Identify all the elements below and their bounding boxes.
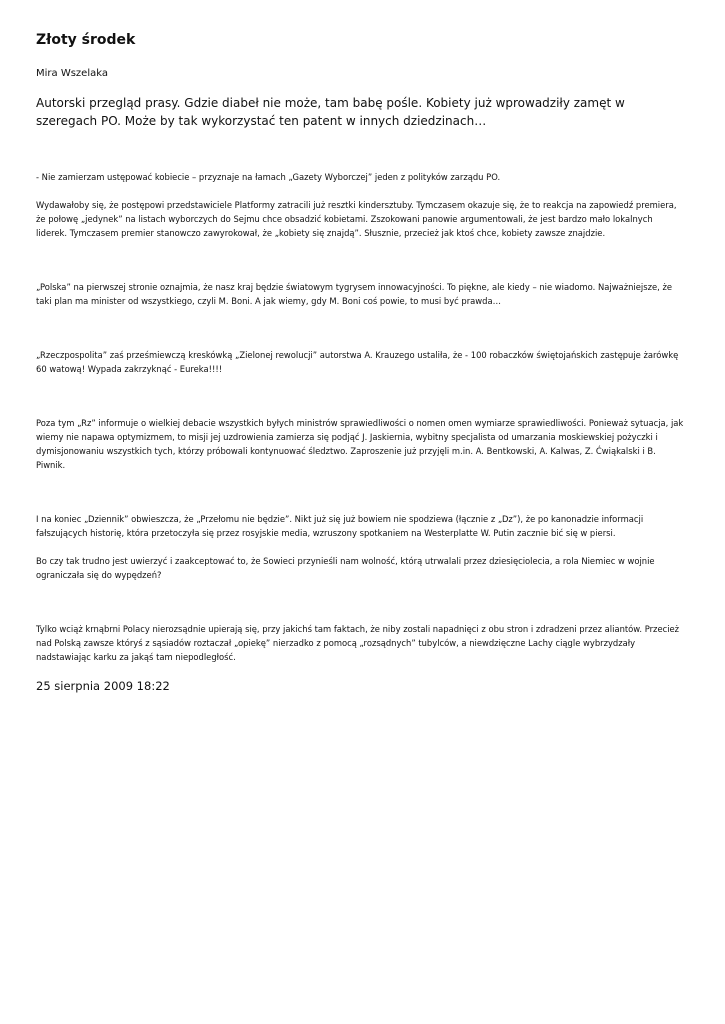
article-paragraph: Poza tym „Rz” informuje o wielkiej debacie wszystkich byłych ministrów sprawiedliwości o nomen omen wymiarze sprawiedliwości. Ponieważ sytuacja, jak wiemy nie napawa optymizmem, to misji jej uzdrowienia zamierza się podjąć J. Jaskiernia, wybitny specjalista od umarzania moskiewskiej pożyczki i dymisjonowaniu wszystkich tych, którzy próbowali kontynuować śledztwo. Zaproszenie już przyjęli m.in. A. Bentkowski, A. Kalwas, Z. Ćwiąkalski i B. Piwnik.	[36, 418, 684, 470]
article-paragraph: I na koniec „Dziennik” obwieszcza, że „Przełomu nie będzie”. Nikt już się już bowiem nie spodziewa (łącznie z „Dz”), że po kanonadzie informacji fałszujących historię, która przetoczyła się przez rosyjskie media, wzruszony spotkaniem na Westerplatte W. Putin zacznie bić się w piersi.	[36, 514, 644, 538]
article-paragraph: „Polska” na pierwszej stronie oznajmia, że nasz kraj będzie światowym tygrysem innowacyjności. To piękne, ale kiedy – nie wiadomo. Najważniejsze, że taki plan ma minister od wszystkiego, czyli M. Boni. A jak wiemy, gdy M. Boni coś powie, to musi być prawda…	[36, 282, 672, 306]
article-paragraph: Wydawałoby się, że postępowi przedstawiciele Platformy zatracili już resztki kindersztuby. Tymczasem okazuje się, że to reakcja na zapowiedź premiera, że połowę „jedynek” na listach wyborczych do Sejmu chce obsadzić kobietami. Zszokowani panowie argumentowali, że jest bardzo mało lokalnych liderek. Tymczasem premier stanowczo zawyrokował, że „kobiety się znajdą”. Słusznie, przecież jak ktoś chce, kobiety zawsze znajdzie.	[36, 200, 677, 238]
article-title: Złoty środek	[36, 32, 136, 48]
article-author: Mira Wszelaka	[36, 68, 108, 79]
article-date: 25 sierpnia 2009 18:22	[36, 679, 170, 693]
article-lead: Autorski przegląd prasy. Gdzie diabeł nie może, tam babę pośle. Kobiety już wprowadziły zamęt w szeregach PO. Może by tak wykorzystać ten patent w innych dziedzinach…	[36, 96, 625, 128]
article-paragraph: Tylko wciąż krnąbrni Polacy nierozsądnie upierają się, przy jakichś tam faktach, że niby zostali napadnięci z obu stron i zdradzeni przez aliantów. Przecież nad Polską zawsze któryś z sąsiadów roztaczał „opiekę” nierzadko z pomocą „rozsądnych” tubylców, a niewdzięczne Lachy ciągle wybrzydzały nadstawiając karku za jakąś tam niepodległość.	[36, 624, 680, 662]
article-paragraph: Bo czy tak trudno jest uwierzyć i zaakceptować to, że Sowieci przynieśli nam wolność, którą utrwalali przez dziesięciolecia, a rola Niemiec w wojnie ograniczała się do wypędzeń?	[36, 556, 655, 580]
article-paragraph: „Rzeczpospolita” zaś prześmiewczą kreskówką „Zielonej rewolucji” autorstwa A. Krauzego ustaliła, że - 100 robaczków świętojańskich zastępuje żarówkę 60 watową! Wypada zakrzyknąć - Eureka!!!!	[36, 350, 679, 374]
article	[36, 30, 686, 694]
article-paragraph: - Nie zamierzam ustępować kobiecie – przyznaje na łamach „Gazety Wyborczej” jeden z polityków zarządu PO.	[36, 172, 501, 182]
